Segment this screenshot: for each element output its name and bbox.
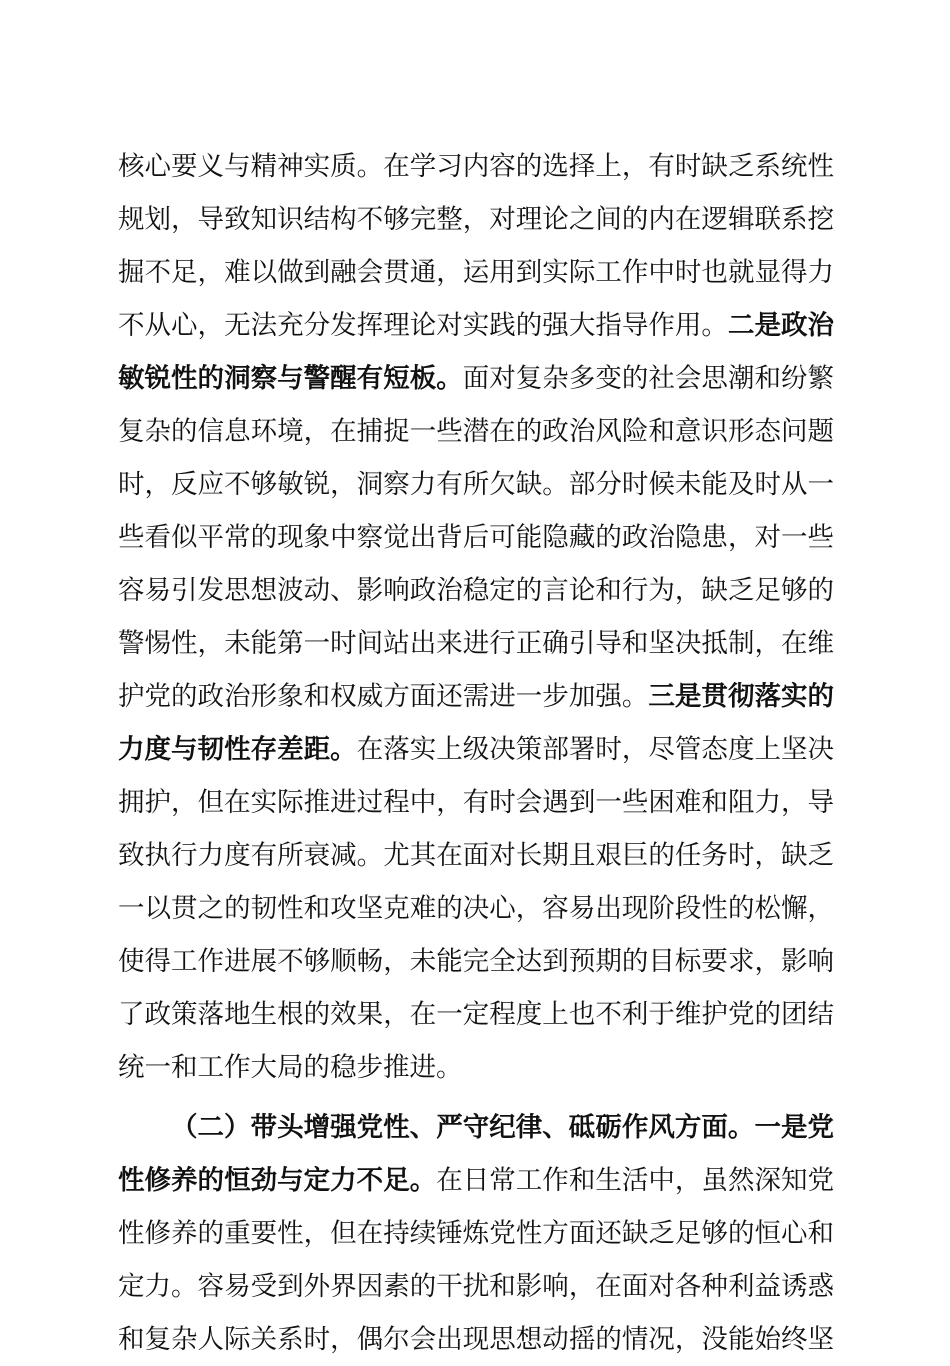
plain-text: 面对复杂多变的社会思潮和纷繁 — [462, 363, 834, 394]
text-line: 掘不足，难以做到融会贯通，运用到实际工作中时也就显得力 — [118, 257, 834, 288]
bold-heading-text: 力度与韧性存差距。 — [118, 734, 357, 765]
text-line: 警惕性，未能第一时间站出来进行正确引导和坚决抵制，在维 — [118, 628, 834, 659]
text-line: 些看似平常的现象中察觉出背后可能隐藏的政治隐患，对一些 — [118, 522, 834, 553]
plain-text: 在落实上级决策部署时，尽管态度上坚决 — [356, 734, 835, 765]
paragraph-gap — [118, 1094, 834, 1101]
text-line — [118, 670, 834, 723]
text-line: 使得工作进展不够顺畅，未能完全达到预期的目标要求，影响 — [118, 946, 834, 977]
bold-heading-text: 性修养的恒劲与定力不足。 — [118, 1165, 437, 1196]
text-line: 性修养的重要性，但在持续锤炼党性方面还缺乏足够的恒心和 — [118, 1218, 834, 1249]
text-line — [118, 299, 834, 352]
bold-heading-text: （二）带头增强党性、严守纪律、砥砺作风方面。一是党 — [171, 1112, 834, 1143]
bold-heading-text: 三是贯彻落实的 — [648, 681, 835, 712]
text-line — [118, 1154, 834, 1207]
plain-text: 护党的政治形象和权威方面还需进一步加强。 — [118, 681, 649, 712]
text-line — [118, 1101, 834, 1154]
text-line: 统一和工作大局的稳步推进。 — [118, 1052, 463, 1083]
text-line — [118, 352, 834, 405]
text-line: 拥护，但在实际推进过程中，有时会遇到一些困难和阻力，导 — [118, 787, 834, 818]
plain-text: 在日常工作和生活中，虽然深知党 — [436, 1165, 835, 1196]
text-line: 规划，导致知识结构不够完整，对理论之间的内在逻辑联系挖 — [118, 204, 834, 235]
text-line: 致执行力度有所衰减。尤其在面对长期且艰巨的任务时，缺乏 — [118, 840, 834, 871]
text-line — [118, 723, 834, 776]
text-line: 复杂的信息环境，在捕捉一些潜在的政治风险和意识形态问题 — [118, 416, 834, 447]
plain-text: 不从心，无法充分发挥理论对实践的强大指导作用。 — [118, 310, 728, 341]
document-body — [118, 140, 834, 1366]
text-line: 了政策落地生根的效果，在一定程度上也不利于维护党的团结 — [118, 999, 834, 1030]
text-line: 时，反应不够敏锐，洞察力有所欠缺。部分时候未能及时从一 — [118, 469, 834, 500]
text-line: 定力。容易受到外界因素的干扰和影响，在面对各种利益诱惑 — [118, 1271, 834, 1302]
text-line: 和复杂人际关系时，偶尔会出现思想动摇的情况，没能始终坚 — [118, 1324, 834, 1355]
text-line: 容易引发思想波动、影响政治稳定的言论和行为，缺乏足够的 — [118, 575, 834, 606]
text-line: 一以贯之的韧性和攻坚克难的决心，容易出现阶段性的松懈， — [118, 893, 834, 924]
text-line: 核心要义与精神实质。在学习内容的选择上，有时缺乏系统性 — [118, 151, 834, 182]
bold-heading-text: 敏锐性的洞察与警醒有短板。 — [118, 363, 463, 394]
bold-heading-text: 二是政治 — [727, 310, 835, 341]
